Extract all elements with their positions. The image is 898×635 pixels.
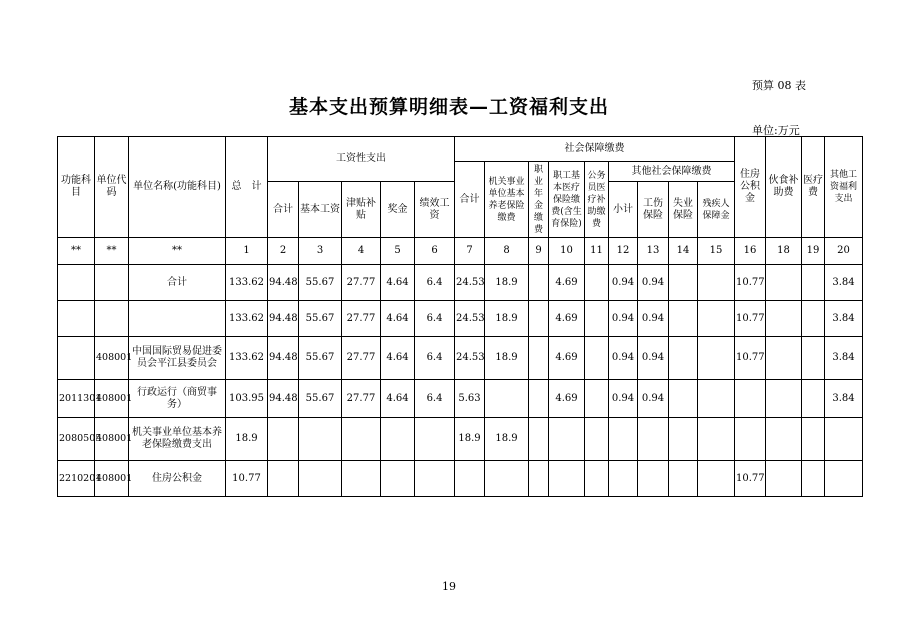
value-cell: 4.64 [381, 337, 415, 380]
unit-name-cell: 住房公积金 [129, 461, 226, 497]
value-cell [735, 380, 766, 418]
value-cell: 0.94 [638, 265, 669, 301]
value-cell: 103.95 [226, 380, 268, 418]
value-cell [669, 265, 698, 301]
header-unit-name: 单位名称(功能科目) [129, 137, 226, 238]
index-cell: 14 [669, 238, 698, 265]
value-cell: 55.67 [299, 265, 342, 301]
page-title: 基本支出预算明细表—工资福利支出 [288, 96, 609, 118]
table-row [58, 265, 863, 301]
index-cell: 15 [698, 238, 735, 265]
value-cell [381, 418, 415, 461]
value-cell [585, 418, 609, 461]
value-cell: 94.48 [268, 380, 299, 418]
header-housing-fund: 住房公积金 [735, 137, 766, 238]
value-cell: 24.53 [455, 265, 485, 301]
table-row [58, 418, 863, 461]
table-row [58, 337, 863, 380]
value-cell [585, 301, 609, 337]
func-code-cell [58, 301, 95, 337]
value-cell: 27.77 [342, 380, 381, 418]
value-cell [669, 301, 698, 337]
index-row [58, 238, 863, 265]
value-cell: 3.84 [825, 337, 863, 380]
header-medical-fee: 医疗费 [802, 137, 825, 238]
value-cell [766, 380, 802, 418]
value-cell: 10.77 [735, 461, 766, 497]
value-cell [529, 301, 549, 337]
unit-name-cell: 合计 [129, 265, 226, 301]
header-total: 总 计 [226, 137, 268, 238]
value-cell: 4.69 [549, 265, 585, 301]
header-bonus: 奖金 [381, 182, 415, 238]
value-cell: 18.9 [485, 418, 529, 461]
value-cell: 0.94 [609, 337, 638, 380]
budget-table [57, 136, 863, 497]
value-cell: 55.67 [299, 301, 342, 337]
value-cell: 0.94 [609, 301, 638, 337]
value-cell: 0.94 [609, 265, 638, 301]
value-cell [299, 461, 342, 497]
header-meal: 伙食补助费 [766, 137, 802, 238]
index-cell: ** [58, 238, 95, 265]
index-cell: 6 [415, 238, 455, 265]
value-cell [669, 380, 698, 418]
table-row [58, 380, 863, 418]
func-code-cell [58, 337, 95, 380]
header-performance: 绩效工资 [415, 182, 455, 238]
header-medical: 职工基本医疗保险缴费(含生育保险) [549, 162, 585, 238]
table-row [58, 461, 863, 497]
value-cell: 10.77 [735, 265, 766, 301]
value-cell [698, 337, 735, 380]
header-social-group: 社会保障缴费 [455, 137, 735, 162]
value-cell [585, 337, 609, 380]
value-cell: 6.4 [415, 380, 455, 418]
value-cell: 3.84 [825, 380, 863, 418]
value-cell: 18.9 [485, 301, 529, 337]
value-cell [455, 461, 485, 497]
value-cell: 55.67 [299, 337, 342, 380]
page-number: 19 [442, 580, 456, 593]
value-cell [609, 461, 638, 497]
index-cell: 8 [485, 238, 529, 265]
value-cell: 4.69 [549, 337, 585, 380]
unit-name-cell [129, 301, 226, 337]
value-cell: 27.77 [342, 337, 381, 380]
value-cell: 94.48 [268, 301, 299, 337]
value-cell: 133.62 [226, 337, 268, 380]
value-cell [766, 265, 802, 301]
value-cell [698, 265, 735, 301]
unit-code-cell: 408001 [95, 380, 129, 418]
value-cell [669, 461, 698, 497]
value-cell: 18.9 [226, 418, 268, 461]
index-cell: 11 [585, 238, 609, 265]
index-cell: 2 [268, 238, 299, 265]
value-cell [766, 337, 802, 380]
func-code-cell: 2011301 [58, 380, 95, 418]
index-cell: 19 [802, 238, 825, 265]
value-cell: 0.94 [638, 337, 669, 380]
header-annuity: 职业年金缴费 [529, 162, 549, 238]
value-cell [585, 265, 609, 301]
index-cell: 3 [299, 238, 342, 265]
header-basic-wage: 基本工资 [299, 182, 342, 238]
value-cell: 6.4 [415, 301, 455, 337]
value-cell: 4.69 [549, 380, 585, 418]
value-cell [802, 380, 825, 418]
value-cell: 133.62 [226, 301, 268, 337]
value-cell [766, 301, 802, 337]
value-cell [415, 461, 455, 497]
value-cell [549, 418, 585, 461]
value-cell [698, 380, 735, 418]
index-cell: 18 [766, 238, 802, 265]
value-cell: 4.69 [549, 301, 585, 337]
value-cell: 18.9 [485, 337, 529, 380]
unit-name-cell: 机关事业单位基本养老保险缴费支出 [129, 418, 226, 461]
index-cell: 7 [455, 238, 485, 265]
value-cell: 24.53 [455, 301, 485, 337]
header-injury: 工伤保险 [638, 182, 669, 238]
header-unit-code: 单位代码 [95, 137, 129, 238]
value-cell: 6.4 [415, 337, 455, 380]
value-cell [529, 265, 549, 301]
value-cell [638, 418, 669, 461]
value-cell [299, 418, 342, 461]
unit-code-cell: 408001 [95, 418, 129, 461]
value-cell [698, 418, 735, 461]
value-cell [485, 461, 529, 497]
unit-name-cell: 行政运行（商贸事务） [129, 380, 226, 418]
value-cell: 3.84 [825, 301, 863, 337]
index-cell: ** [129, 238, 226, 265]
unit-name-cell: 中国国际贸易促进委员会平江县委员会 [129, 337, 226, 380]
index-cell: 5 [381, 238, 415, 265]
value-cell [825, 418, 863, 461]
value-cell [529, 337, 549, 380]
header-unemployment: 失业保险 [669, 182, 698, 238]
value-cell: 4.64 [381, 380, 415, 418]
header-func-code: 功能科目 [58, 137, 95, 238]
value-cell: 55.67 [299, 380, 342, 418]
value-cell [585, 461, 609, 497]
index-cell: 4 [342, 238, 381, 265]
index-cell: 16 [735, 238, 766, 265]
header-other-social-group: 其他社会保障缴费 [609, 162, 735, 182]
index-cell: 13 [638, 238, 669, 265]
value-cell [342, 418, 381, 461]
header-wage-group: 工资性支出 [268, 137, 455, 182]
value-cell: 0.94 [638, 380, 669, 418]
header-pension: 机关事业单位基本养老保险缴费 [485, 162, 529, 238]
value-cell [766, 461, 802, 497]
value-cell [485, 380, 529, 418]
value-cell [735, 418, 766, 461]
value-cell: 0.94 [638, 301, 669, 337]
header-other-welfare: 其他工资福利支出 [825, 137, 863, 238]
value-cell [342, 461, 381, 497]
value-cell [415, 418, 455, 461]
value-cell: 10.77 [735, 337, 766, 380]
value-cell [529, 418, 549, 461]
value-cell [802, 265, 825, 301]
unit-label: 单位:万元 [752, 124, 800, 137]
value-cell [669, 418, 698, 461]
value-cell: 94.48 [268, 337, 299, 380]
header-social-total: 合计 [455, 162, 485, 238]
value-cell: 5.63 [455, 380, 485, 418]
value-cell [802, 461, 825, 497]
value-cell [585, 380, 609, 418]
value-cell [268, 418, 299, 461]
unit-code-cell: 408001 [95, 337, 129, 380]
value-cell: 4.64 [381, 265, 415, 301]
value-cell [766, 418, 802, 461]
value-cell [638, 461, 669, 497]
unit-code-cell [95, 301, 129, 337]
value-cell: 4.64 [381, 301, 415, 337]
table-row [58, 301, 863, 337]
value-cell [529, 380, 549, 418]
form-number: 预算 08 表 [752, 79, 806, 92]
func-code-cell: 2210201 [58, 461, 95, 497]
header-allowance: 津贴补贴 [342, 182, 381, 238]
value-cell [802, 418, 825, 461]
value-cell: 27.77 [342, 301, 381, 337]
value-cell [698, 301, 735, 337]
unit-code-cell [95, 265, 129, 301]
index-cell: 9 [529, 238, 549, 265]
index-cell: 12 [609, 238, 638, 265]
header-civil-medical: 公务员医疗补助缴费 [585, 162, 609, 238]
value-cell: 18.9 [485, 265, 529, 301]
value-cell: 27.77 [342, 265, 381, 301]
value-cell [802, 337, 825, 380]
header-disabled: 残疾人保障金 [698, 182, 735, 238]
header-other-subtotal: 小计 [609, 182, 638, 238]
value-cell: 18.9 [455, 418, 485, 461]
value-cell: 24.53 [455, 337, 485, 380]
index-cell: 20 [825, 238, 863, 265]
value-cell [609, 418, 638, 461]
value-cell: 94.48 [268, 265, 299, 301]
value-cell: 6.4 [415, 265, 455, 301]
index-cell: ** [95, 238, 129, 265]
value-cell: 133.62 [226, 265, 268, 301]
value-cell [529, 461, 549, 497]
value-cell: 3.84 [825, 265, 863, 301]
unit-code-cell: 408001 [95, 461, 129, 497]
value-cell: 10.77 [735, 301, 766, 337]
func-code-cell [58, 265, 95, 301]
index-cell: 10 [549, 238, 585, 265]
func-code-cell: 2080505 [58, 418, 95, 461]
index-cell: 1 [226, 238, 268, 265]
value-cell [825, 461, 863, 497]
value-cell [669, 337, 698, 380]
value-cell: 0.94 [609, 380, 638, 418]
value-cell [381, 461, 415, 497]
value-cell [802, 301, 825, 337]
header-wage-total: 合计 [268, 182, 299, 238]
value-cell [549, 461, 585, 497]
value-cell: 10.77 [226, 461, 268, 497]
value-cell [698, 461, 735, 497]
value-cell [268, 461, 299, 497]
